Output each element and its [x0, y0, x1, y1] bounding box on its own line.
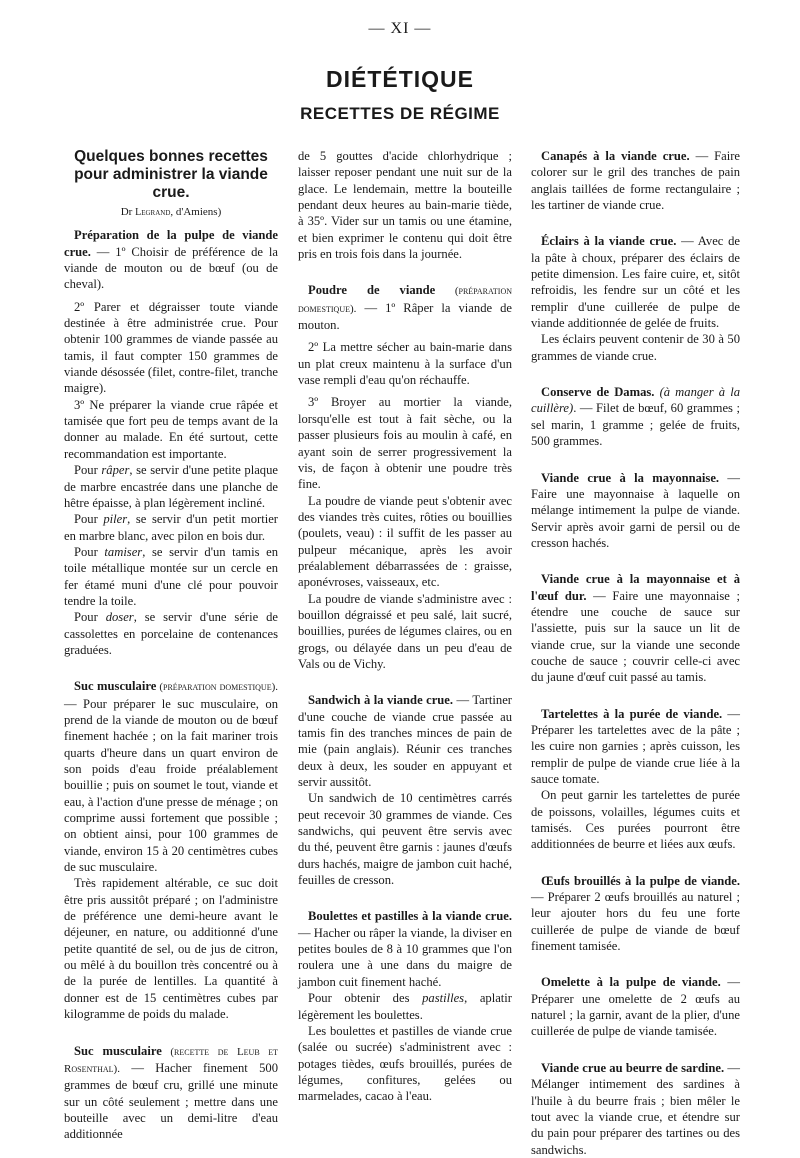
recipe-heading: Suc musculaire [74, 1043, 162, 1058]
byline-prefix: Dr [120, 206, 133, 218]
recipe-heading: Canapés à la viande crue. [541, 149, 690, 163]
paragraph [64, 1043, 278, 1143]
paragraph [531, 706, 740, 788]
byline-place: , d'Amiens) [170, 206, 222, 218]
paragraph-text: — Faire une mayonnaise ; étendre une couche de sauce sur l'assiette, puis sur la sauce un lit de viande crue, sur la viande une seconde couche de sauce ; couvrir celle-ci avec du jaune d'œuf cuit passé au tamis. [531, 588, 740, 685]
page-number: — XI — [368, 20, 432, 37]
recipe-heading: Sandwich à la viande crue. [308, 693, 454, 708]
emphasis: (à manger à la cuillère) [531, 385, 740, 416]
emphasis: doser [105, 610, 134, 625]
paragraph-text: — Préparer une omelette de 2 œufs au naturel ; la garnir, avant de la plier, d'une cuillerée de pulpe de viande tamisée. [531, 975, 740, 1039]
paragraph-text: Pour [74, 512, 104, 527]
emphasis: piler [103, 512, 128, 527]
recipe-note: (recette de Leub et Rosenthal). [64, 1045, 279, 1075]
paragraph-text: — Avec de la pâte à choux, préparer des éclairs de petite dimension. Les faire cuire, et, sitôt refroidis, les fendre sur un côté et les remplir d'une cuillerée de pulpe de viande additionnée de gelée de fruits. [531, 234, 740, 331]
paragraph: La poudre de viande s'administre avec : bouillon dégraissé et peu salé, lait sucré, bouillies, purées de légumes claires, ou en grogs, ou délayée dans un peu d'eau de Vals ou de Vichy. [298, 591, 512, 671]
paragraph [64, 462, 278, 511]
paragraph-text: — Hacher ou râper la viande, la diviser en petites boules de 8 à 10 grammes que l'on roulera une à une dans du maigre de jambon cuit finement haché. [298, 925, 512, 989]
paragraph: 2º La mettre sécher au bain-marie dans un plat creux maintenu à la surface d'un vase rempli d'eau qu'on réchauffe. [298, 340, 512, 388]
paragraph: 3º Ne préparer la viande crue râpée et tamisée que fort peu de temps avant de la donner au malade. En été surtout, cette recommandation est importante. [64, 397, 278, 461]
paragraph-text: — 1º Râper la viande de mouton. [298, 300, 512, 333]
paragraph [531, 1060, 740, 1158]
recipe-heading: Viande crue au beurre de sardine. [541, 1060, 725, 1075]
paragraph [531, 873, 740, 955]
recipe-note: (préparation domestique). [298, 285, 512, 315]
recipe-heading: Éclairs à la viande crue. [541, 234, 677, 249]
paragraph-text: — Préparer 2 œufs brouillés au naturel ; leur ajouter hors du feu une forte cuillerée de pulpe de viande de bœuf finement tamisée. [531, 890, 740, 954]
paragraph-text: — Tartiner d'une couche de viande crue passée au tamis fin des tranches minces de pain de mie (pain anglais). Réunir ces tranches deux à deux, les souder en appuyant et servir aussitôt. [298, 693, 513, 790]
paragraph [64, 511, 278, 544]
paragraph [531, 470, 740, 552]
paragraph: 2º Parer et dégraisser toute viande destinée à être administrée crue. Pour obtenir 100 grammes de viande passée au tamis, il faut compter 150 grammes de viande désossée (filet, contre-filet, tranche maigre). [64, 299, 278, 396]
paragraph [298, 990, 512, 1023]
paragraph [531, 571, 740, 685]
paragraph-text: Pour [74, 463, 102, 478]
byline-author: Legrand [135, 207, 171, 218]
paragraph-text: Pour obtenir des [308, 991, 423, 1006]
page-subtitle: RECETTES DE RÉGIME [300, 104, 500, 123]
paragraph [64, 678, 278, 875]
paragraph-text: , se servir d'un tamis en toile métallique montée sur un cercle en fer étamé muni d'une clé pour pouvoir tendre la toile. [64, 544, 278, 608]
paragraph: Les boulettes et pastilles de viande crue (salée ou sucrée) s'administrent avec : potages tièdes, œufs brouillés, purées de légumes, confitures, gelées ou marmelades, cacao à l'eau. [298, 1023, 512, 1104]
paragraph-text: — Faire colorer sur le gril des tranches de pain anglais taillées de forme rectangulaire ; les tartiner de viande crue. [531, 149, 740, 213]
paragraph: On peut garnir les tartelettes de purée de poissons, volailles, légumes cuits et tamisés. Ces purées pourront être additionnées de beurre et liées aux œufs. [531, 788, 740, 852]
paragraph [298, 692, 512, 790]
paragraph-text: , se servir d'un petit mortier en marbre blanc, avec pilon en bois dur. [64, 512, 278, 543]
paragraph-text: , se servir d'une série de cassolettes en porcelaine de contenances graduées. [64, 610, 278, 657]
paragraph: Les éclairs peuvent contenir de 30 à 50 grammes de viande crue. [531, 332, 740, 363]
column-2 [298, 148, 512, 1105]
paragraph [531, 384, 740, 449]
column-1 [64, 148, 278, 1143]
paragraph-text: — Préparer les tartelettes avec de la pâte ; les cuire non garnies ; après cuisson, les remplir de pulpe de viande crue liée à la sauce tomate. [531, 706, 740, 786]
emphasis: râper [101, 463, 130, 478]
paragraph-text: — Faire une mayonnaise à laquelle on mélange intimement la pulpe de viande. Servir après avoir garni de persil ou de cresson hachés. [531, 470, 740, 550]
paragraph: 3º Broyer au mortier la viande, lorsqu'elle est tout à fait sèche, ou la passer plusieurs fois au moulin à café, en ayant soin de serrer progressivement la vis, de façon à obtenir une poudre très fine. [298, 395, 512, 492]
recipe-heading: Conserve de Damas. [541, 385, 655, 400]
paragraph-text: Pour [74, 610, 106, 625]
article-byline [64, 204, 278, 221]
paragraph [64, 227, 278, 292]
paragraph-text: , se servir d'une petite plaque de marbre encastrée dans une planche de hêtre épaisse, à plan légèrement incliné. [64, 463, 278, 510]
recipe-heading: Suc musculaire [74, 679, 157, 694]
recipe-heading: Tartelettes à la purée de viande. [541, 706, 723, 721]
paragraph-text: — 1º Choisir de préférence de la viande de mouton ou de bœuf (ou de cheval). [64, 244, 278, 292]
recipe-heading: Omelette à la pulpe de viande. [541, 975, 721, 990]
paragraph-text: — Mélanger intimement des sardines à l'huile à du beurre frais ; bien mêler le tout avec la viande crue, et étendre sur du pain pour préparer des tartines ou des sandwichs. [531, 1060, 740, 1157]
emphasis: tamiser [104, 544, 143, 559]
paragraph-text: , aplatir légèrement les boulettes. [298, 991, 513, 1022]
paragraph [531, 148, 740, 213]
recipe-heading: Poudre de viande [308, 283, 436, 298]
paragraph-text: — Hacher finement 500 grammes de bœuf cru, grillé une minute sur un côté seulement ; mettre dans une bouteille avec un demi-litre d'eau additionnée [64, 1060, 278, 1142]
recipe-note: (préparation domestique). [156, 681, 278, 694]
paragraph [298, 282, 512, 333]
column-3 [531, 148, 740, 1158]
paragraph [531, 974, 740, 1039]
paragraph-text: Pour [74, 544, 105, 559]
recipe-heading: Préparation de la pulpe de viande crue. [64, 228, 278, 259]
paragraph: Très rapidement altérable, ce suc doit être pris aussitôt préparé ; on l'administre de préférence une demi-heure avant le déjeuner, en nature, ou additionné d'une petite quantité de sel, ou de jus de citron, ou mêlé à du bouillon très concentré ou à de la purée de lentilles. La quantité à donner est de 15 centimètres cubes par kilogramme de poids du malade. [64, 876, 278, 1022]
recipe-heading: Œufs brouillés à la pulpe de viande. [541, 873, 740, 888]
recipe-heading: Viande crue à la mayonnaise et à l'œuf dur. [531, 572, 740, 603]
recipe-heading: Boulettes et pastilles à la viande crue. [308, 909, 512, 924]
paragraph [64, 544, 278, 609]
paragraph: de 5 gouttes d'acide chlorhydrique ; laisser reposer pendant une nuit sur de la glace. Le lendemain, mettre la bouteille pendant deux heures au bain-marie tiède, à 35º. Vider sur un tamis ou une étamine, et bien exprimer le contenu qui doit être pris en trois fois dans la journée. [298, 149, 512, 262]
emphasis: pastilles [422, 991, 465, 1006]
paragraph-text: — Pour préparer le suc musculaire, on prend de la viande de mouton ou de bœuf finement hachée ; on la fait mariner trois quarts d'heure dans un quart environ de son poids d'eau froide préalablement bouillie ; puis on soumet le tout, viande et eau, à l'action d'une presse de ménage ; on comprime aussi fortement que possible ; on obtient ainsi, pour 100 grammes de viande, environ 15 à 20 centimètres cubes de suc musculaire. [64, 696, 278, 875]
recipe-heading: Viande crue à la mayonnaise. [541, 470, 720, 485]
article-title: Quelques bonnes recettes pour administrer la viande crue. [74, 148, 268, 201]
paragraph: Un sandwich de 10 centimètres carrés peut recevoir 30 grammes de viande. Ces sandwichs, qui peuvent être servis avec du thé, peuvent être garnis : jaunes d'œufs durs hachés, maigre de jambon cuit haché, feuilles de cresson. [298, 791, 513, 888]
paragraph: La poudre de viande peut s'obtenir avec des viandes très cuites, rôties ou bouillies (poulets, veau) : il suffit de les passer au pulpeur mécanique, après les avoir préalablement débarrassées de : graisse, aponévroses, vaisseaux, etc. [298, 493, 512, 590]
paragraph-text: . — Filet de bœuf, 60 grammes ; sel marin, 1 gramme ; gelée de fruits, 500 grammes. [531, 401, 740, 449]
paragraph [64, 609, 278, 658]
paragraph [531, 233, 740, 331]
page-title: DIÉTÉTIQUE [325, 66, 474, 92]
paragraph [298, 908, 512, 990]
